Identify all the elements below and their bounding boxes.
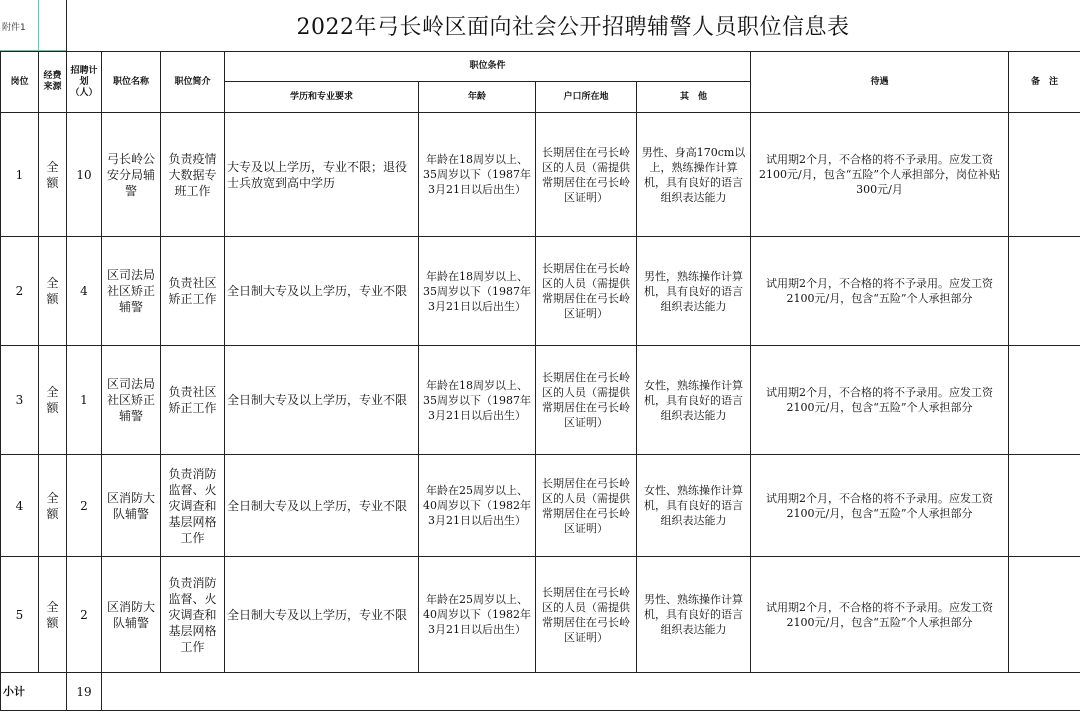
cell-age: 年龄在18周岁以上、35周岁以下（1987年3月21日以后出生） — [419, 346, 536, 455]
cell-education: 全日制大专及以上学历，专业不限 — [225, 455, 419, 557]
page-title: 2022年弓长岭区面向社会公开招聘辅警人员职位信息表 — [296, 15, 850, 40]
header-job-desc: 职位简介 — [161, 52, 225, 113]
cell-other: 男性、熟练操作计算机，具有良好的语言组织表达能力 — [637, 557, 751, 673]
header-treatment: 待遇 — [751, 52, 1009, 113]
cell-education: 全日制大专及以上学历，专业不限 — [225, 557, 419, 673]
cell-residence: 长期居住在弓长岭区的人员（需提供常期居住在弓长岭区证明） — [536, 346, 637, 455]
cell-education: 全日制大专及以上学历，专业不限 — [225, 346, 419, 455]
cell-job-desc: 负责消防监督、火灾调查和基层网格工作 — [161, 557, 225, 673]
cell-funding: 全额 — [39, 557, 67, 673]
cell-residence: 长期居住在弓长岭区的人员（需提供常期居住在弓长岭区证明） — [536, 237, 637, 346]
cell-age: 年龄在25周岁以上、40周岁以下（1982年3月21日以后出生） — [419, 455, 536, 557]
header-residence: 户口所在地 — [536, 82, 637, 113]
header-age: 年龄 — [419, 82, 536, 113]
header-remarks: 备 注 — [1009, 52, 1080, 113]
cell-age: 年龄在18周岁以上、35周岁以下（1987年3月21日以后出生） — [419, 237, 536, 346]
cell-quota: 1 — [67, 346, 102, 455]
cell-other: 男性、身高170cm以上，熟练操作计算机，具有良好的语言组织表达能力 — [637, 113, 751, 237]
cell-other: 男性，熟练操作计算机，具有良好的语言组织表达能力 — [637, 237, 751, 346]
cell-job-name: 区司法局社区矫正辅警 — [102, 346, 161, 455]
header-quota: 招聘计划（人） — [67, 52, 102, 113]
cell-remarks — [1009, 346, 1080, 455]
header-other: 其 他 — [637, 82, 751, 113]
header-education: 学历和专业要求 — [225, 82, 419, 113]
table-row — [1, 237, 1080, 346]
cell-other: 女性，熟练操作计算机，具有良好的语言组织表达能力 — [637, 346, 751, 455]
cell-remarks — [1009, 237, 1080, 346]
cell-job-name: 区消防大队辅警 — [102, 455, 161, 557]
header-conditions: 职位条件 — [225, 52, 751, 82]
cell-quota: 2 — [67, 455, 102, 557]
cell-age: 年龄在25周岁以上、40周岁以下（1982年3月21日以后出生） — [419, 557, 536, 673]
cell-other: 女性、熟练操作计算机，具有良好的语言组织表达能力 — [637, 455, 751, 557]
cell-funding: 全额 — [39, 237, 67, 346]
cell-treatment: 试用期2个月，不合格的将不予录用。应发工资2100元/月，包含“五险”个人承担部分 — [751, 455, 1009, 557]
cell-treatment: 试用期2个月，不合格的将不予录用。应发工资2100元/月，包含“五险”个人承担部分 — [751, 237, 1009, 346]
cell-no: 2 — [1, 237, 39, 346]
cell-education: 全日制大专及以上学历，专业不限 — [225, 237, 419, 346]
positions-table — [0, 51, 1080, 711]
subtotal-label: 小计 — [1, 673, 67, 711]
cell-no: 3 — [1, 346, 39, 455]
cell-funding: 全额 — [39, 455, 67, 557]
cell-remarks — [1009, 455, 1080, 557]
cell-quota: 2 — [67, 557, 102, 673]
sheet-gridline-vertical — [38, 0, 39, 52]
cell-residence: 长期居住在弓长岭区的人员（需提供常期居住在弓长岭区证明） — [536, 557, 637, 673]
cell-job-name: 弓长岭公安分局辅警 — [102, 113, 161, 237]
header-funding: 经费来源 — [39, 52, 67, 113]
cell-no: 1 — [1, 113, 39, 237]
cell-job-desc: 负责社区矫正工作 — [161, 346, 225, 455]
cell-residence: 长期居住在弓长岭区的人员（需提供常期居住在弓长岭区证明） — [536, 113, 637, 237]
annex-label: 附件1 — [2, 23, 26, 33]
table-row — [1, 557, 1080, 673]
cell-treatment: 试用期2个月，不合格的将不予录用。应发工资2100元/月，包含“五险”个人承担部分 — [751, 346, 1009, 455]
table-row — [1, 346, 1080, 455]
cell-treatment: 试用期2个月，不合格的将不予录用。应发工资2100元/月，包含“五险”个人承担部分，岗位补贴300元/月 — [751, 113, 1009, 237]
cell-treatment: 试用期2个月，不合格的将不予录用。应发工资2100元/月，包含“五险”个人承担部分 — [751, 557, 1009, 673]
cell-age: 年龄在18周岁以上、35周岁以下（1987年3月21日以后出生） — [419, 113, 536, 237]
cell-remarks — [1009, 557, 1080, 673]
cell-funding: 全额 — [39, 346, 67, 455]
cell-residence: 长期居住在弓长岭区的人员（需提供常期居住在弓长岭区证明） — [536, 455, 637, 557]
cell-no: 5 — [1, 557, 39, 673]
header-job-name: 职位名称 — [102, 52, 161, 113]
cell-job-name: 区消防大队辅警 — [102, 557, 161, 673]
cell-quota: 10 — [67, 113, 102, 237]
cell-remarks — [1009, 113, 1080, 237]
cell-education: 大专及以上学历，专业不限；退役士兵放宽到高中学历 — [225, 113, 419, 237]
table-row — [1, 113, 1080, 237]
cell-job-name: 区司法局社区矫正辅警 — [102, 237, 161, 346]
cell-job-desc: 负责社区矫正工作 — [161, 237, 225, 346]
cell-job-desc: 负责消防监督、火灾调查和基层网格工作 — [161, 455, 225, 557]
header-position: 岗位 — [1, 52, 39, 113]
cell-funding: 全额 — [39, 113, 67, 237]
cell-job-desc: 负责疫情大数据专班工作 — [161, 113, 225, 237]
cell-quota: 4 — [67, 237, 102, 346]
title-left-border — [66, 0, 67, 52]
subtotal-empty — [102, 673, 1080, 711]
table-row — [1, 455, 1080, 557]
subtotal-value: 19 — [67, 673, 102, 711]
subtotal-row — [1, 673, 1080, 711]
cell-no: 4 — [1, 455, 39, 557]
